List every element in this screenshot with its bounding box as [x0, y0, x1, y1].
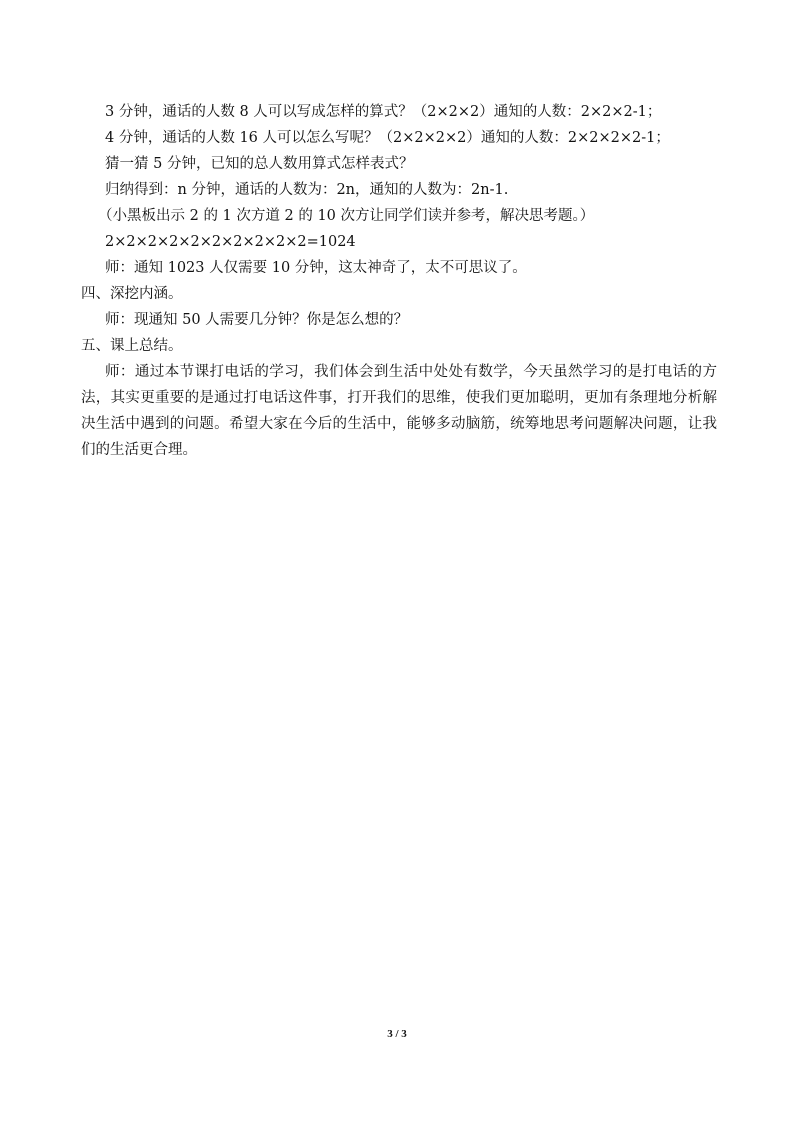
summary-paragraph: 师：通过本节课打电话的学习，我们体会到生活中处处有数学，今天虽然学习的是打电话的方法，其实更重要的是通过打电话这件事，打开我们的思维，使我们更加聪明，更加有条理地分析解决生活中遇到的问题。希望大家在今后的生活中，能够多动脑筋，统筹地思考问题解决问题，让我们的生活更合理。 [81, 364, 717, 458]
text-line-induction: 归纳得到：n 分钟，通话的人数为：2n，通知的人数为：2n-1. [105, 182, 509, 198]
text-line-teacher-1023: 师：通知 1023 人仅需要 10 分钟，这太神奇了，太不可思议了。 [105, 260, 527, 276]
section-heading-5: 五、课上总结。 [81, 338, 183, 354]
page-content [81, 99, 721, 463]
page-number: 3 / 3 [387, 1028, 407, 1040]
text-line-3-minutes: 3 分钟，通话的人数 8 人可以写成怎样的算式？（2×2×2）通知的人数：2×2×2-1； [105, 104, 662, 120]
text-line-blackboard-note: （小黑板出示 2 的 1 次方道 2 的 10 次方让同学们读并参考，解决思考题。） [98, 208, 595, 224]
text-line-4-minutes: 4 分钟，通话的人数 16 人可以怎么写呢？（2×2×2×2）通知的人数：2×2×2×2-1； [105, 130, 670, 146]
text-line-guess: 猜一猜 5 分钟，已知的总人数用算式怎样表式？ [105, 156, 414, 172]
text-line-formula: 2×2×2×2×2×2×2×2×2×2=1024 [105, 234, 356, 250]
section-heading-4: 四、深挖内涵。 [81, 286, 183, 302]
text-line-teacher-50: 师：现通知 50 人需要几分钟？你是怎么想的？ [105, 312, 409, 328]
